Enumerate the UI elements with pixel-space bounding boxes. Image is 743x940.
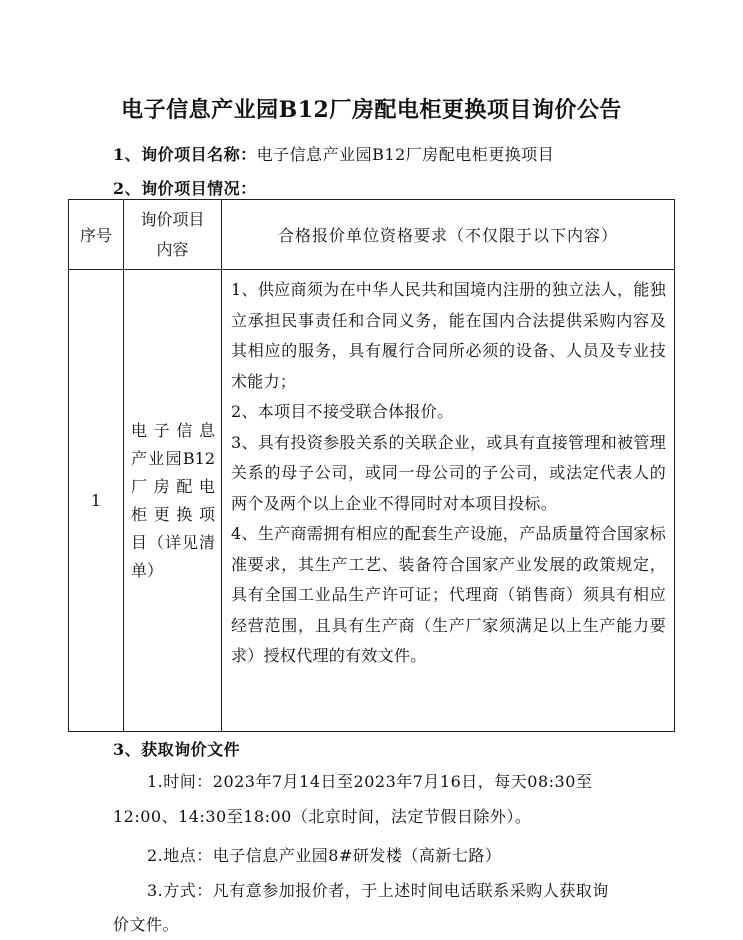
row-seq: 1 bbox=[69, 270, 124, 732]
row-content-line: 电子信息 bbox=[131, 420, 215, 440]
requirement-item: 3、具有投资参股关系的关联企业，或具有直接管理和被管理关系的母子公司，或同一母公司的子公司，或法定代表人的两个及两个以上企业不得同时对本项目投标。 bbox=[231, 432, 666, 513]
requirement-item: 2、本项目不接受联合体报价。 bbox=[231, 402, 454, 421]
header-seq: 序号 bbox=[69, 200, 124, 270]
time-line-2: 12:00、14:30至18:00（北京时间，法定节假日除外）。 bbox=[113, 807, 532, 826]
row-content-line: 产业园B12 bbox=[131, 448, 215, 468]
inquiry-table bbox=[68, 199, 675, 732]
time-line-1: 1.时间：2023年7月14日至2023年7月16日，每天08:30至 bbox=[147, 772, 593, 791]
location-line: 2.地点：电子信息产业园8#研发楼（高新七路） bbox=[147, 846, 502, 865]
section-2-label: 2、询价项目情况： bbox=[113, 179, 257, 198]
row-content-line: 单） bbox=[131, 560, 164, 580]
method-line-2: 价文件。 bbox=[113, 915, 180, 934]
row-content-line: 目（详见清 bbox=[131, 532, 215, 552]
section-1 bbox=[113, 142, 554, 165]
table-row bbox=[69, 270, 675, 732]
section-1-label: 1、询价项目名称： bbox=[113, 145, 257, 164]
section-3-label: 3、获取询价文件 bbox=[113, 740, 241, 759]
project-name: 电子信息产业园B12厂房配电柜更换项目 bbox=[256, 145, 555, 164]
row-content bbox=[124, 270, 222, 732]
header-requirements: 合格报价单位资格要求（不仅限于以下内容） bbox=[222, 200, 675, 270]
requirement-item: 1、供应商须为在中华人民共和国境内注册的独立法人，能独立承担民事责任和合同义务，能在国内合法提供采购内容及其相应的服务，具有履行合同所必须的设备、人员及专业技术能力； bbox=[231, 280, 666, 391]
method-line-1: 3.方式：凡有意参加报价者，于上述时间电话联系采购人获取询 bbox=[147, 881, 609, 900]
table-header-row bbox=[69, 200, 675, 270]
page-title: 电子信息产业园B12厂房配电柜更换项目询价公告 bbox=[121, 97, 622, 123]
row-requirements bbox=[222, 270, 675, 732]
row-content-line: 柜更换项 bbox=[131, 504, 215, 524]
requirement-item: 4、生产商需拥有相应的配套生产设施，产品质量符合国家标准要求，其生产工艺、装备符合国家产业发展的政策规定，具有全国工业品生产许可证；代理商（销售商）须具有相应经营范围，且具有生产商（生产厂家须满足以上生产能力要求）授权代理的有效文件。 bbox=[231, 524, 666, 665]
header-content: 询价项目内容 bbox=[124, 200, 222, 270]
row-content-line: 厂房配电 bbox=[131, 476, 215, 496]
